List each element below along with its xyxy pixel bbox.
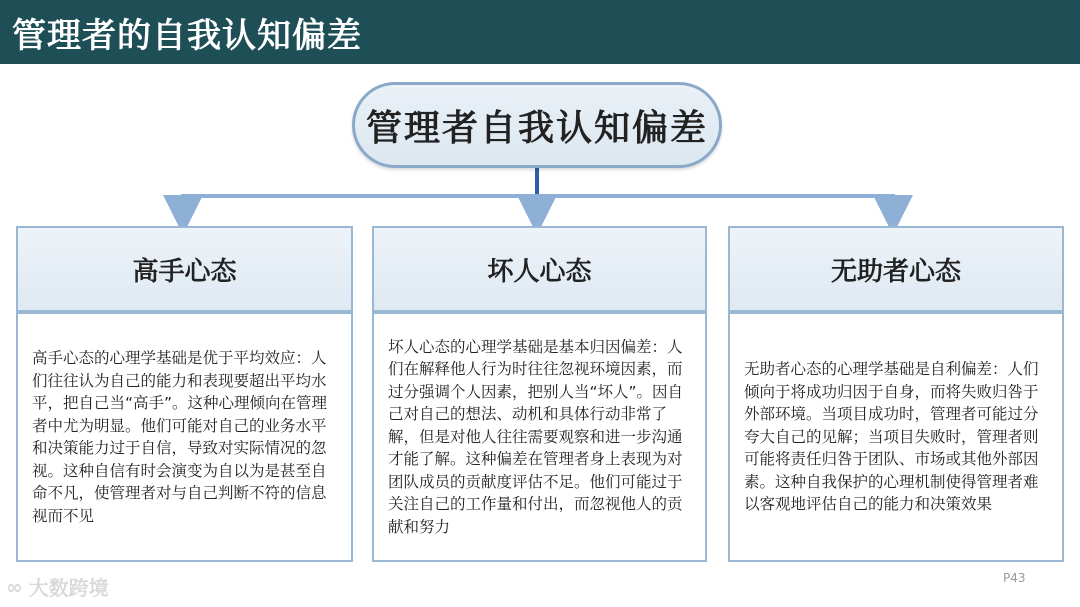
column-heading: 高手心态: [132, 256, 237, 287]
column-heading: 无助者心态: [830, 256, 961, 287]
column-body-2: [372, 312, 707, 562]
column-heading: 坏人心态: [487, 256, 592, 287]
column-head-2: [372, 226, 707, 312]
column-text: 无助者心态的心理学基础是自利偏差：人们倾向于将成功归因于自身，而将失败归咎于外部环境。当项目成功时，管理者可能过分夸大自己的见解；当项目失败时，管理者则可能将责任归咎于团队、市场或其他外部因素。这种自我保护的心理机制使得管理者难以客观地评估自己的能力和决策效果: [744, 360, 1039, 514]
infinity-logo-icon: ∞: [6, 574, 23, 599]
column-body-1: [16, 312, 353, 562]
watermark-text: 大数跨境: [28, 576, 109, 600]
root-label: 管理者自我认知偏差: [365, 107, 708, 149]
column-head-1: [16, 226, 353, 312]
column-text: 高手心态的心理学基础是优于平均效应：人们往往认为自己的能力和表现要超出平均水平，把自己当“高手”。这种心理倾向在管理者中尤为明显。他们可能对自己的业务水平和决策能力过于自信，导致对实际情况的忽视。这种自信有时会演变为自以为是甚至自命不凡，使管理者对与自己判断不符的信息视而不见: [32, 349, 328, 525]
watermark: [6, 572, 109, 601]
page-number: P43: [1003, 571, 1026, 585]
column-body-3: [728, 312, 1064, 562]
column-text: 坏人心态的心理学基础是基本归因偏差：人们在解释他人行为时往往忽视环境因素，而过分强调个人因素，把别人当“坏人”。因自己对自己的想法、动机和具体行动非常了解，但是对他人往往需要观察和进一步沟通才能了解。这种偏差在管理者身上表现为对团队成员的贡献度评估不足。他们可能过于关注自己的工作量和付出，而忽视他人的贡献和努力: [388, 337, 684, 536]
column-head-3: [728, 226, 1064, 312]
slide-title: 管理者的自我认知偏差: [12, 15, 362, 56]
root-node: [352, 82, 722, 168]
